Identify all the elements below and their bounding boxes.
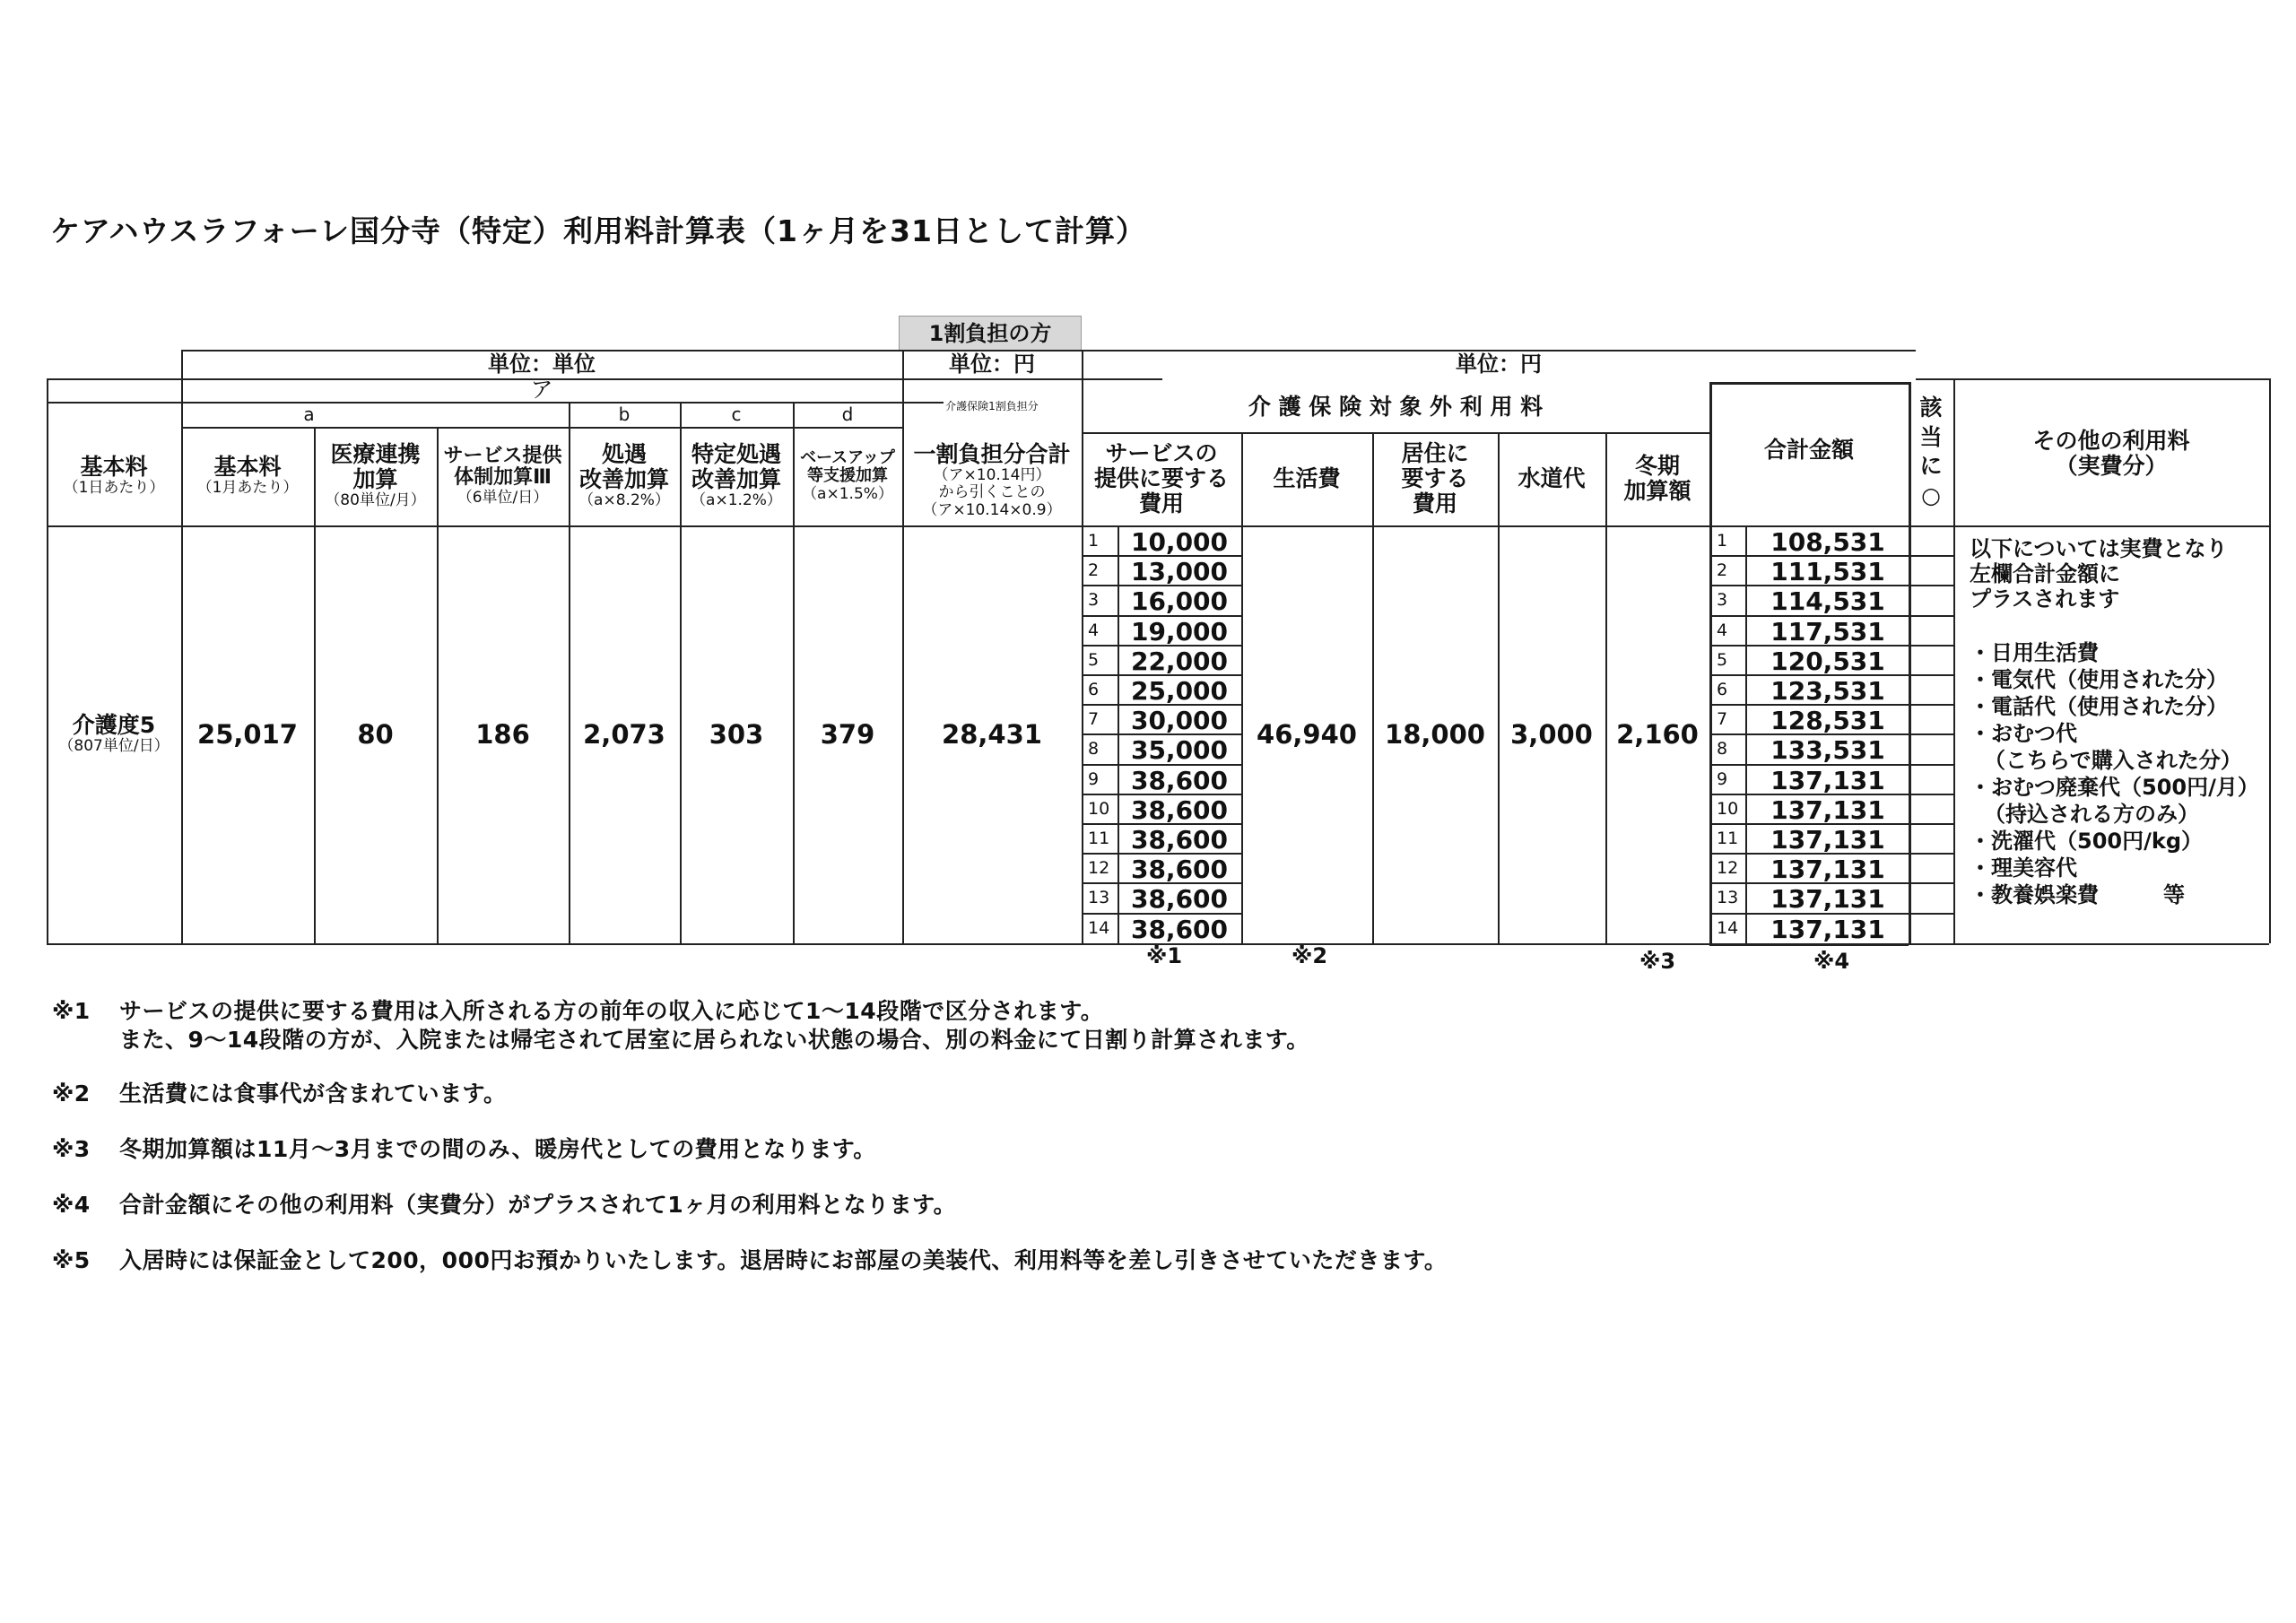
header-service-system: サービス提供 体制加算Ⅲ （6単位/日） <box>443 444 562 508</box>
header-treatment: 処遇 改善加算 （a×8.2%） <box>578 441 670 510</box>
other-fee-item: 以下については実費となり <box>1970 536 2228 561</box>
other-fee-item: ・電話代（使用された分） <box>1970 694 2228 719</box>
note-text: 生活費には食事代が含まれています。 <box>119 1081 507 1107</box>
header-winter: 冬期 加算額 <box>1623 453 1692 504</box>
service-cost-value: 13,000 <box>1130 557 1229 587</box>
total-tier-number: 7 <box>1717 709 1728 730</box>
service-system-value: 186 <box>475 718 530 750</box>
service-tier-number: 11 <box>1088 829 1110 848</box>
service-tier-number: 14 <box>1088 917 1110 938</box>
service-tier-number: 3 <box>1088 590 1100 611</box>
note-text: 合計金額にその他の利用料（実費分）がプラスされて1ヶ月の利用料となります。 <box>119 1192 957 1218</box>
service-tier-number: 6 <box>1088 680 1100 699</box>
total-amount-value: 117,531 <box>1770 616 1885 647</box>
total-tier-number: 12 <box>1717 858 1739 879</box>
service-tier-number: 13 <box>1088 888 1110 908</box>
service-tier-number: 1 <box>1088 531 1100 551</box>
total-tier-number: 6 <box>1717 680 1728 699</box>
service-cost-value: 30,000 <box>1130 706 1229 736</box>
service-cost-value: 38,600 <box>1130 884 1229 915</box>
sub-letter-d: d <box>841 403 854 425</box>
sub-letter-a: a <box>303 403 315 425</box>
header-living: 生活費 <box>1273 465 1341 491</box>
other-fee-item: ・電気代（使用された分） <box>1970 667 2228 692</box>
note-line <box>52 1132 876 1164</box>
one-tenth-highlight-label: 1割負担の方 <box>899 316 1082 352</box>
total-amount-value: 120,531 <box>1770 646 1885 676</box>
total-amount-value: 123,531 <box>1770 676 1885 706</box>
note-label: ※2 <box>52 1081 91 1107</box>
header-special-treatment: 特定処遇 改善加算 （a×1.2%） <box>691 441 782 510</box>
total-tier-number: 2 <box>1717 560 1728 581</box>
footnote-mark-1: ※1 <box>1146 943 1183 968</box>
unit-label-right: 単位：円 <box>1456 351 1542 377</box>
other-fee-item: ・おむつ代 <box>1970 721 2077 746</box>
footnote-mark-3: ※3 <box>1639 949 1676 974</box>
service-cost-value: 10,000 <box>1130 527 1229 557</box>
header-baseup: ベースアップ 等支援加算 （a×1.5%） <box>800 448 895 503</box>
footnote-mark-2: ※2 <box>1292 943 1328 968</box>
baseup-value: 379 <box>820 718 875 750</box>
total-tier-number: 9 <box>1717 768 1728 789</box>
footnote-mark-4: ※4 <box>1813 949 1850 974</box>
special-treatment-value: 303 <box>709 718 764 750</box>
service-cost-value: 38,600 <box>1130 794 1229 825</box>
service-tier-number: 5 <box>1088 649 1100 670</box>
total-tier-number: 1 <box>1717 531 1728 551</box>
other-fee-item: （持込される方のみ） <box>1984 802 2199 827</box>
header-medical: 医療連携 加算 （80単位/月） <box>325 441 426 510</box>
total-amount-value: 137,131 <box>1770 825 1885 855</box>
header-other: その他の利用料 （実費分） <box>2032 428 2190 479</box>
service-cost-value: 38,600 <box>1130 765 1229 795</box>
note-text: また、9～14段階の方が、入院または帰宅されて居室に居られない状態の場合、別の料金にて日割り計算されます。 <box>119 1027 1309 1053</box>
total-amount-value: 133,531 <box>1770 735 1885 766</box>
unit-label-left: 単位：単位 <box>488 351 596 377</box>
other-fee-item: ・おむつ廃棄代（500円/月） <box>1970 775 2259 800</box>
header-service-cost: サービスの 提供に要する 費用 <box>1093 440 1229 516</box>
page-title: ケアハウスラフォーレ国分寺（特定）利用料計算表（1ヶ月を31日として計算） <box>50 213 1146 248</box>
other-fee-item: 左欄合計金額に <box>1970 561 2120 586</box>
group-a-label: ア <box>530 377 553 403</box>
other-fee-item: ・理美容代 <box>1970 855 2077 881</box>
total-tier-number: 8 <box>1717 739 1728 759</box>
sub-letter-b: b <box>618 403 631 425</box>
note-text: サービスの提供に要する費用は入所される方の前年の収入に応じて1～14段階で区分されます。 <box>119 998 1104 1024</box>
service-tier-number: 8 <box>1088 739 1100 759</box>
one-tenth-value: 28,431 <box>942 718 1042 750</box>
total-tier-number: 14 <box>1717 917 1739 938</box>
note-line <box>52 1243 1447 1275</box>
total-amount-value: 137,131 <box>1770 884 1885 915</box>
header-applicable: 該 当 に ○ <box>1919 395 1943 508</box>
total-tier-number: 11 <box>1717 829 1739 848</box>
unit-label-mid: 単位：円 <box>949 351 1035 377</box>
note-line <box>52 1022 1309 1055</box>
total-amount-value: 137,131 <box>1770 914 1885 944</box>
total-amount-value: 137,131 <box>1770 765 1885 795</box>
service-tier-number: 4 <box>1088 620 1100 640</box>
other-fee-item: プラスされます <box>1970 586 2120 612</box>
header-base-month: 基本料 （1月あたり） <box>196 454 299 498</box>
total-amount-value: 111,531 <box>1770 557 1885 587</box>
medical-value: 80 <box>357 718 394 750</box>
service-cost-value: 38,600 <box>1130 855 1229 885</box>
note-line <box>52 1076 507 1108</box>
total-tier-number: 10 <box>1717 798 1739 819</box>
note-line <box>52 1187 956 1219</box>
other-fee-item: ・教養娯楽費 等 <box>1970 882 2185 907</box>
base-month-value: 25,017 <box>197 718 298 750</box>
service-cost-value: 22,000 <box>1130 646 1229 676</box>
service-tier-number: 2 <box>1088 560 1100 581</box>
insurance-small-label: 介護保険1割負担分 <box>945 400 1039 413</box>
service-cost-value: 25,000 <box>1130 676 1229 706</box>
note-label: ※1 <box>52 998 91 1024</box>
non-insurance-label: 介 護 保 険 対 象 外 利 用 料 <box>1248 394 1544 420</box>
note-label: ※4 <box>52 1192 91 1218</box>
service-cost-value: 16,000 <box>1130 586 1229 617</box>
treatment-value: 2,073 <box>583 718 665 750</box>
total-tier-number: 5 <box>1717 649 1728 670</box>
total-tier-number: 3 <box>1717 590 1728 611</box>
service-cost-value: 38,600 <box>1130 825 1229 855</box>
header-base-day: 基本料 （1日あたり） <box>63 454 165 498</box>
header-water: 水道代 <box>1518 465 1586 491</box>
service-cost-value: 19,000 <box>1130 616 1229 647</box>
service-tier-number: 7 <box>1088 709 1100 730</box>
residence-value: 18,000 <box>1385 718 1485 750</box>
winter-value: 2,160 <box>1616 718 1699 750</box>
service-cost-value: 38,600 <box>1130 914 1229 944</box>
note-text: 入居時には保証金として200，000円お預かりいたします。退居時にお部屋の美装代、利用料等を差し引きさせていただきます。 <box>119 1247 1448 1273</box>
header-one-tenth: 一割負担分合計 （ア×10.14円） から引くことの （ア×10.14×0.9） <box>913 441 1071 519</box>
care-level-cell: 介護度5 （807単位/日） <box>58 712 170 756</box>
total-amount-value: 137,131 <box>1770 794 1885 825</box>
service-cost-value: 35,000 <box>1130 735 1229 766</box>
total-amount-value: 128,531 <box>1770 706 1885 736</box>
other-fee-item: ・洗濯代（500円/kg） <box>1970 829 2204 854</box>
note-label: ※5 <box>52 1247 91 1273</box>
note-line <box>52 994 1103 1026</box>
sub-letter-c: c <box>731 403 742 425</box>
water-value: 3,000 <box>1510 718 1593 750</box>
note-text: 冬期加算額は11月～3月までの間のみ、暖房代としての費用となります。 <box>119 1136 876 1162</box>
total-amount-value: 137,131 <box>1770 855 1885 885</box>
note-label: ※3 <box>52 1136 91 1162</box>
other-fee-item: ・日用生活費 <box>1970 640 2099 665</box>
header-total: 合計金額 <box>1763 437 1854 463</box>
header-residence: 居住に 要する 費用 <box>1401 440 1469 516</box>
total-tier-number: 4 <box>1717 620 1728 640</box>
service-tier-number: 10 <box>1088 798 1110 819</box>
total-amount-value: 108,531 <box>1770 527 1885 557</box>
total-amount-value: 114,531 <box>1770 586 1885 617</box>
total-tier-number: 13 <box>1717 888 1739 908</box>
other-fee-item: （こちらで購入された分） <box>1984 748 2242 773</box>
service-tier-number: 9 <box>1088 768 1100 789</box>
living-value: 46,940 <box>1257 718 1357 750</box>
service-tier-number: 12 <box>1088 858 1110 879</box>
